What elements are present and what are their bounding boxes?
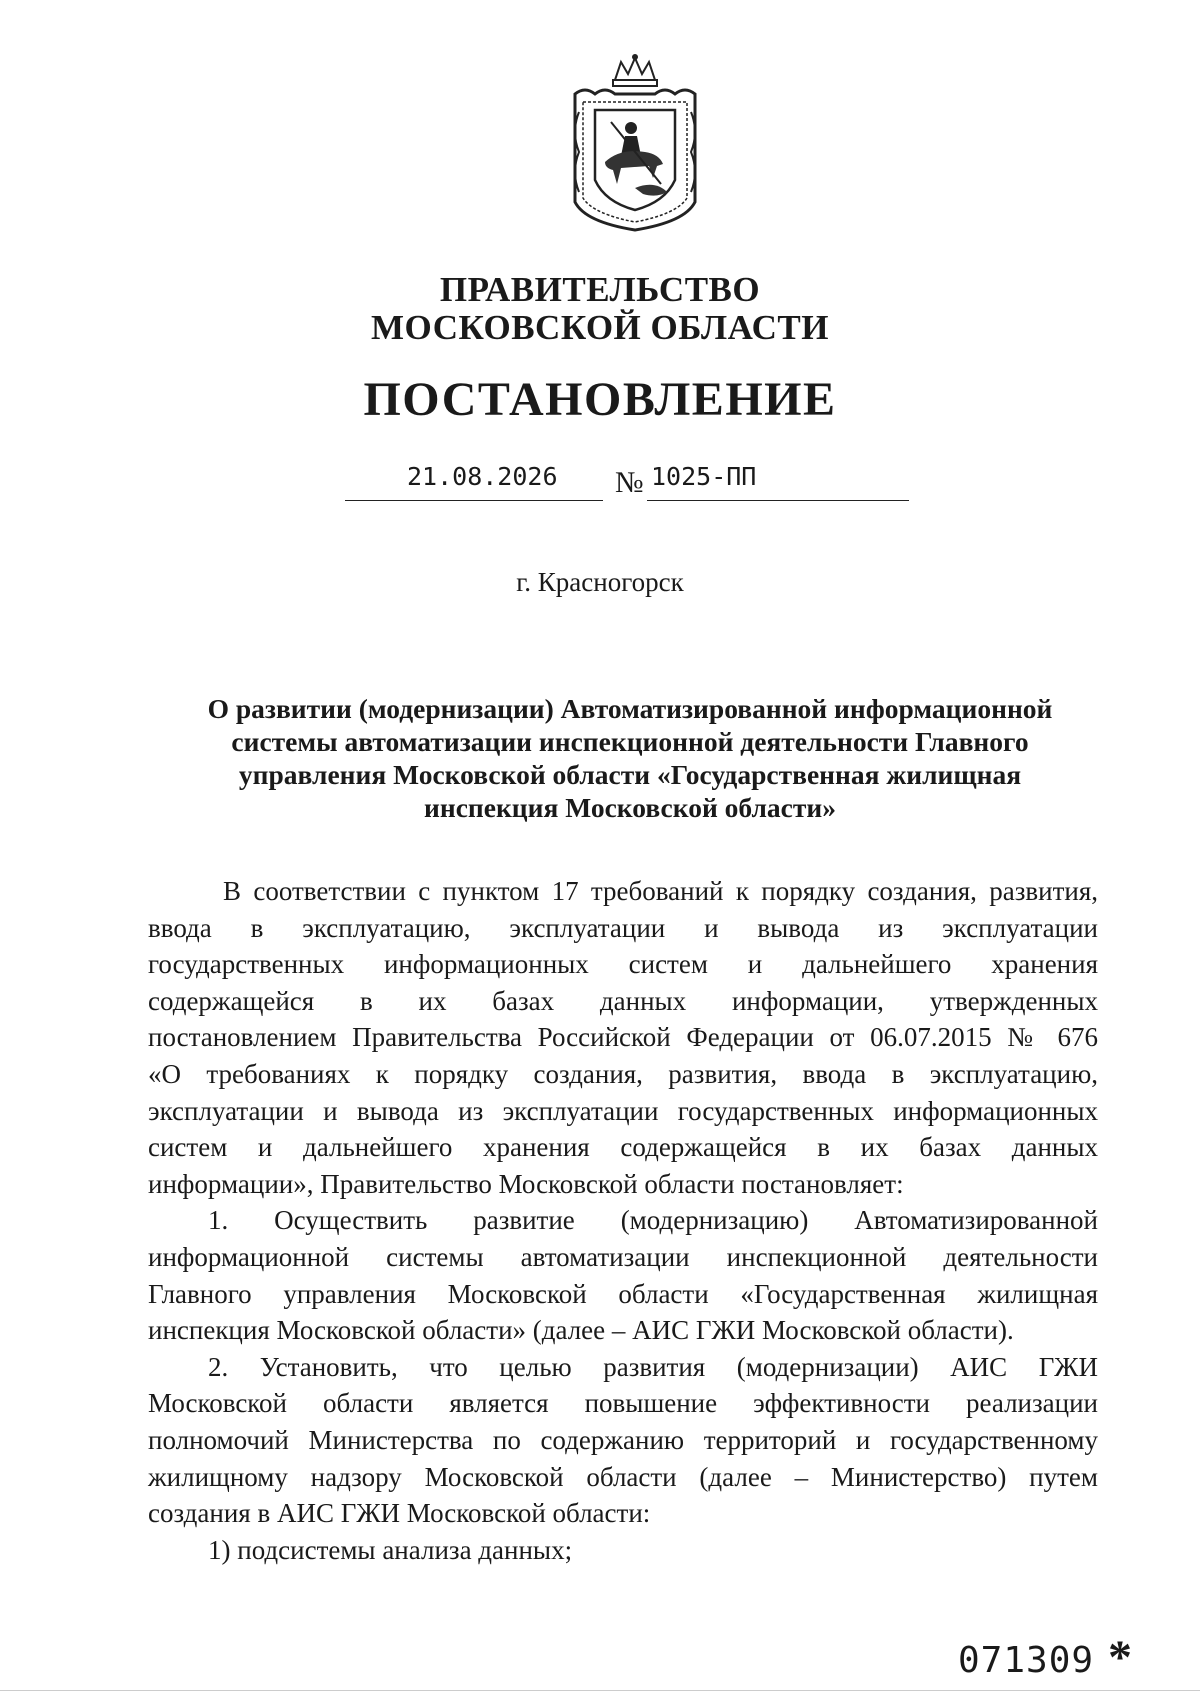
body-line: полномочий Министерства по содержанию территорий и государственному — [148, 1424, 1098, 1455]
body-line: «О требованиях к порядку создания, развития, ввода в эксплуатацию, — [148, 1058, 1098, 1089]
body-line: Московской области является повышение эффективности реализации — [148, 1388, 1098, 1419]
body-line: государственных информационных систем и дальнейшего хранения — [148, 949, 1098, 980]
title-line: управления Московской области «Государственная жилищная — [238, 759, 1022, 790]
body-line: инспекция Московской области» (далее – АИС ГЖИ Московской области). — [148, 1315, 1014, 1346]
document-title — [160, 692, 1100, 824]
body-line: Главного управления Московской области «Государственная жилищная — [148, 1278, 1098, 1309]
item-2-paragraph — [148, 1349, 1098, 1532]
document-type-heading: ПОСТАНОВЛЕНИЕ — [363, 373, 837, 426]
body-line: постановлением Правительства Российской Федерации от 06.07.2015 № 676 — [148, 1022, 1098, 1053]
preamble-paragraph — [148, 873, 1098, 1202]
title-line: О развитии (модернизации) Автоматизированной информационной — [207, 693, 1053, 724]
document-body — [148, 873, 1098, 1568]
body-line: информационной системы автоматизации инспекционной деятельности — [148, 1241, 1098, 1272]
body-line: информации», Правительство Московской области постановляет: — [148, 1168, 904, 1199]
document-date-field — [345, 460, 603, 501]
document-number-field — [647, 460, 909, 501]
body-line: эксплуатации и вывода из эксплуатации государственных информационных — [148, 1095, 1098, 1126]
body-line: ввода в эксплуатацию, эксплуатации и вывода из эксплуатации — [148, 912, 1098, 943]
body-line: 1) подсистемы анализа данных; — [208, 1534, 573, 1565]
title-line: системы автоматизации инспекционной деятельности Главного — [231, 726, 1029, 757]
document-date: 21.08.2026 — [407, 462, 558, 491]
document-registration-number: 071309 — [958, 1640, 1095, 1681]
body-line: жилищному надзору Московской области (далее – Министерство) путем — [148, 1461, 1098, 1492]
body-line: содержащейся в их базах данных информации, утвержденных — [148, 985, 1098, 1016]
issue-city: г. Красногорск — [516, 567, 684, 597]
body-line: В соответствии с пунктом 17 требований к порядку создания, развития, — [223, 876, 1098, 906]
number-sign: № — [615, 466, 644, 499]
coat-of-arms-icon — [565, 52, 705, 232]
body-line: 1. Осуществить развитие (модернизацию) Автоматизированной — [208, 1205, 1098, 1236]
title-line: инспекция Московской области» — [424, 792, 836, 823]
government-name-line1: ПРАВИТЕЛЬСТВО — [439, 270, 761, 309]
scan-edge-divider — [0, 1690, 1200, 1691]
document-number: 1025-ПП — [651, 462, 757, 491]
item-1-paragraph — [148, 1202, 1098, 1348]
government-name-line2: МОСКОВСКОЙ ОБЛАСТИ — [371, 308, 829, 347]
body-line: 2. Установить, что целью развития (модернизации) АИС ГЖИ — [208, 1351, 1098, 1382]
asterisk-mark: * — [1108, 1631, 1132, 1684]
subitem-1-paragraph — [148, 1532, 1098, 1569]
body-line: создания в АИС ГЖИ Московской области: — [148, 1498, 651, 1529]
body-line: систем и дальнейшего хранения содержащейся в их базах данных — [148, 1132, 1098, 1163]
